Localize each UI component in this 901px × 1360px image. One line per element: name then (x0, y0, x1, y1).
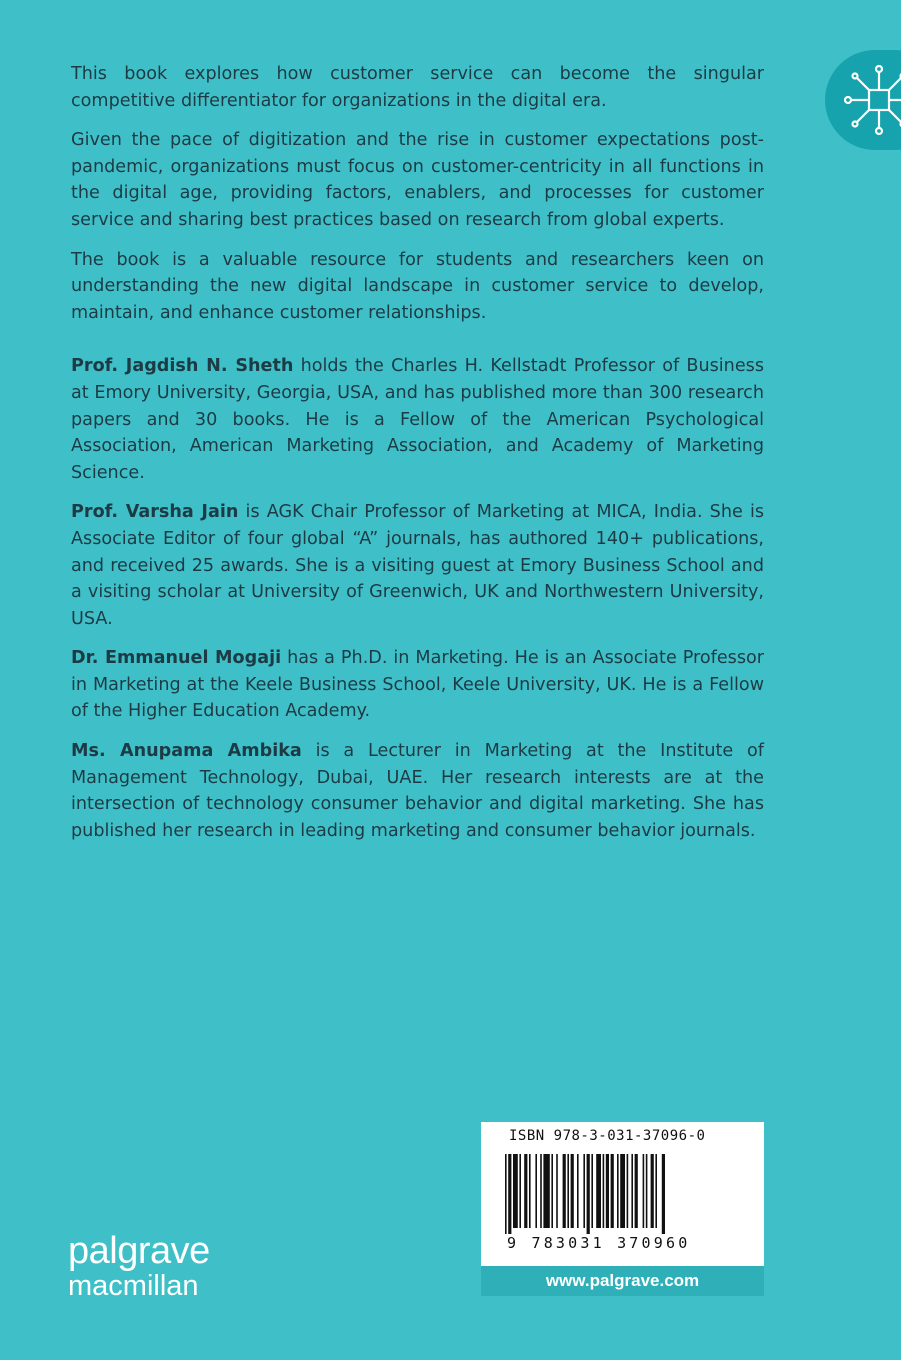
barcode-bar (631, 1154, 633, 1228)
barcode-bar (567, 1154, 569, 1228)
barcode-bar (513, 1154, 518, 1228)
barcode-bar (627, 1154, 629, 1228)
barcode-bar (596, 1154, 601, 1228)
barcode-bar (591, 1154, 593, 1228)
author-bio-text: holds the Charles H. Kellstadt Professor of Business at Emory University, Georgia, USA, and has published more than 300 research papers and 30 books. He is a Fellow of the American Psychological Association, American Marketing Association, and Academy of Marketing Science. (71, 356, 764, 483)
brand-macmillan: macmillan (68, 1270, 199, 1302)
barcode-bar (577, 1154, 579, 1228)
barcode-bar (617, 1154, 619, 1228)
barcode-bar (540, 1154, 542, 1228)
barcode-bar (603, 1154, 605, 1228)
barcode-bar (551, 1154, 553, 1228)
back-cover-text (71, 61, 764, 857)
description-paragraph-3: The book is a valuable resource for students and researchers keen on understanding the new digital landscape in customer service to develop, maintain, and enhance customer relationships. (71, 249, 764, 323)
author-name: Prof. Varsha Jain (71, 502, 239, 523)
publisher-url[interactable]: www.palgrave.com (481, 1266, 764, 1296)
barcode-graphic (505, 1154, 741, 1234)
barcode-bar (529, 1154, 531, 1228)
barcode-bar (571, 1154, 574, 1228)
barcode-bar (643, 1154, 645, 1228)
barcode-bar (635, 1154, 638, 1228)
barcode-bar (524, 1154, 527, 1228)
barcode-bar (620, 1154, 625, 1228)
barcode-bar (535, 1154, 537, 1228)
isbn-label: ISBN 978-3-031-37096-0 (509, 1128, 706, 1144)
author-bio-text: is a Lecturer in Marketing at the Institute of Management Technology, Dubai, UAE. Her research interests are at the intersection of technology consumer behavior and digital marketing. She has published her research in leading marketing and consumer behavior journals. (71, 741, 764, 841)
author-bio-text: is AGK Chair Professor of Marketing at MICA, India. She is Associate Editor of four global “A” journals, has authored 140+ publications, and received 25 awards. She is a visiting guest at Emory Business School and a visiting scholar at University of Greenwich, UK and Northwestern University, USA. (71, 502, 764, 629)
author-bio-jain (71, 499, 764, 632)
barcode-bar (611, 1154, 614, 1228)
barcode-bar (543, 1154, 549, 1228)
publisher-wordmark (68, 1232, 210, 1301)
barcode-bar (556, 1154, 558, 1228)
barcode-bar (606, 1154, 609, 1228)
author-name: Prof. Jagdish N. Sheth (71, 356, 294, 377)
author-name: Ms. Anupama Ambika (71, 741, 302, 762)
barcode-bar (651, 1154, 654, 1228)
publisher-logo-badge (825, 50, 901, 150)
barcode-digits: 9 783031 370960 (507, 1234, 691, 1252)
author-bio-ambika (71, 738, 764, 844)
author-bio-text: has a Ph.D. in Marketing. He is an Associate Professor in Marketing at the Keele Business School, Keele University, UK. He is a Fellow of the Higher Education Academy. (71, 648, 764, 722)
barcode-bar (646, 1154, 648, 1228)
barcode-bar (655, 1154, 657, 1228)
barcode-bar (662, 1154, 665, 1234)
isbn-barcode-block (481, 1122, 764, 1296)
barcode-bar (587, 1154, 590, 1234)
barcode-bar (505, 1154, 507, 1234)
barcode-bar (583, 1154, 585, 1228)
author-name: Dr. Emmanuel Mogaji (71, 648, 282, 669)
description-paragraph-1: This book explores how customer service can become the singular competitive differentiator for organizations in the digital era. (71, 64, 764, 111)
barcode-bar (563, 1154, 566, 1228)
description-paragraph-2: Given the pace of digitization and the rise in customer expectations post-pandemic, organizations must focus on customer-centricity in all functions in the digital age, providing factors, enablers, and processes for customer service and sharing best practices based on research from global experts. (71, 130, 764, 230)
barcode-bar (508, 1154, 511, 1234)
author-bio-sheth (71, 353, 764, 486)
barcode-bar (519, 1154, 521, 1228)
brand-palgrave: palgrave (68, 1230, 210, 1272)
author-bio-mogaji (71, 645, 764, 725)
